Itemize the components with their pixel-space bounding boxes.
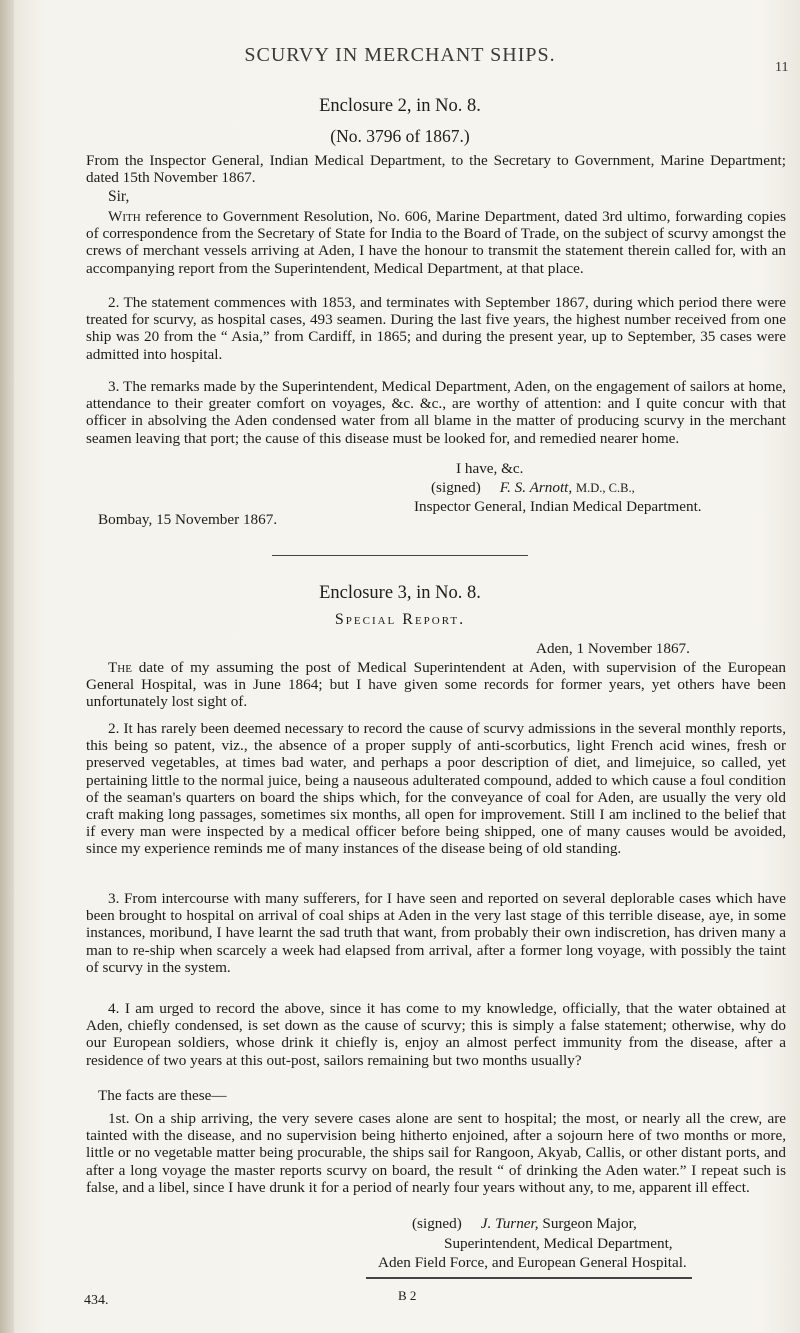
section-divider xyxy=(272,555,528,556)
signature-block-turner xyxy=(412,1215,637,1233)
enclosure2-from-line: From the Inspector General, Indian Medical Department, to the Secretary to Government, Marine Department; dated 15th November 1867. xyxy=(86,152,786,187)
running-head: SCURVY IN MERCHANT SHIPS. xyxy=(244,44,556,66)
drop-word: The xyxy=(108,659,132,676)
end-rule xyxy=(366,1277,692,1279)
enclosure2-paragraph-3: 3. The remarks made by the Superintendent, Medical Department, Aden, on the engagement of sailors at home, attendance to their greater comfort on voyages, &c. &c., are worthy of attention: and I quite concur with that officer in absolving the Aden condensed water from all blame in the matter of producing scurvy in the merchant seamen leaving that port; the cause of this disease must be looked for, and remedied nearer home. xyxy=(86,378,786,447)
special-report-heading: Special Report. xyxy=(334,611,466,628)
signer-title-line-2: Aden Field Force, and European General Hospital. xyxy=(378,1254,687,1271)
enclosure2-title: Enclosure 2, in No. 8. xyxy=(319,96,481,116)
enclosure2-paragraph-1: With reference to Government Resolution, No. 606, Marine Department, dated 3rd ultimo, forwarding copies of correspondence from the Secretary of State for India to the Board of Trade, on the subject of scurvy amongst the crews of merchant vessels arriving at Aden, I have the honour to transmit the statement therein called for, with an accompanying report from the Superintendent, Medical Department, at that place. xyxy=(86,208,786,277)
signer-degrees: M.D., C.B., xyxy=(576,481,635,495)
enclosure2-subtitle: (No. 3796 of 1867.) xyxy=(330,126,470,146)
enclosure3-paragraph-1: The date of my assuming the post of Medical Superintendent at Aden, with supervision of the European General Hospital, was in June 1864; but I have given some records for former years, yet others have been unfortunately lost sight of. xyxy=(86,659,786,711)
signer-title-line-1: Superintendent, Medical Department, xyxy=(444,1235,673,1252)
page-number: 11 xyxy=(775,60,789,75)
signed-label: (signed) xyxy=(431,479,481,496)
signed-label: (signed) xyxy=(412,1215,462,1232)
salutation: Sir, xyxy=(108,188,130,205)
signer-name: F. S. Arnott, xyxy=(499,479,573,496)
enclosure3-paragraph-5: 1st. On a ship arriving, the very severe cases alone are sent to hospital; the most, or nearly all the crew, are tainted with the disease, and no supervision being hitherto enjoined, after a sojourn here of two months or more, little or no vegetable matter being procurable, the ships sail for Rangoon, Akyab, Callis, or other distant ports, and after a long voyage the master reports scurvy on board, the result “ of drinking the Aden water.” I repeat such is false, and a libel, since I have drunk it for a period of nearly four years without any, to me, apparent ill effect. xyxy=(86,1110,786,1196)
signature-block-arnott xyxy=(431,479,635,497)
place-date: Bombay, 15 November 1867. xyxy=(98,511,278,528)
enclosure2-paragraph-2: 2. The statement commences with 1853, and terminates with September 1867, during which period there were treated for scurvy, as hospital cases, 493 seamen. During the last five years, the highest number received from one ship was 20 from the “ Asia,” from Cardiff, in 1865; and during the present year, up to September, 35 cases were admitted into hospital. xyxy=(86,294,786,363)
enclosure3-paragraph-2: 2. It has rarely been deemed necessary to record the cause of scurvy admissions in the several monthly reports, this being so patent, viz., the absence of a proper supply of anti-scorbutics, light French acid wines, fresh or preserved vegetables, at times bad water, and perhaps a poor description of diet, and limejuice, so called, yet pertaining little to the normal juice, being a nauseous adulterated compound, added to which cause a foul condition of the seaman's quarters on board the ships which, for the conveyance of coal for Aden, are usually the very old craft making long passages, sometimes six months, all open for improvement. Still I am inclined to the belief that if every man were inspected by a medical officer before being shipped, one of many causes would be avoided, since my experience reminds me of many instances of the disease being of old standing. xyxy=(86,720,786,858)
enclosure3-paragraph-4: 4. I am urged to record the above, since it has come to my knowledge, officially, that the water obtained at Aden, chiefly condensed, is set down as the cause of scurvy; this is simply a false statement; otherwise, why do our European soldiers, whose drink it chiefly is, enjoy an almost perfect immunity from the disease, after a residence of two years at this out-post, sailors remaining but two months usually? xyxy=(86,1000,786,1069)
signer-rank: Surgeon Major, xyxy=(542,1215,637,1232)
facts-intro: The facts are these— xyxy=(98,1087,227,1104)
signer-name: J. Turner, xyxy=(480,1215,539,1232)
enclosure3-paragraph-3: 3. From intercourse with many sufferers, for I have seen and reported on several deplorable cases which have been brought to hospital on arrival of coal ships at Aden in the very last stage of this terrible disease, aye, in some instances, moribund, I have learnt the sad truth that want, from probably their own indiscretion, has driven many a man to re-ship when scarcely a week had elapsed from arrival, after a former long voyage, with possibly the taint of scurvy in the system. xyxy=(86,890,786,976)
footer-number: 434. xyxy=(84,1293,109,1308)
signature-mark: B 2 xyxy=(398,1288,417,1303)
dateline: Aden, 1 November 1867. xyxy=(536,640,690,657)
drop-word: With xyxy=(108,208,141,225)
closing: I have, &c. xyxy=(456,460,524,477)
enclosure3-title: Enclosure 3, in No. 8. xyxy=(319,583,481,603)
signer-title: Inspector General, Indian Medical Department. xyxy=(414,498,702,515)
